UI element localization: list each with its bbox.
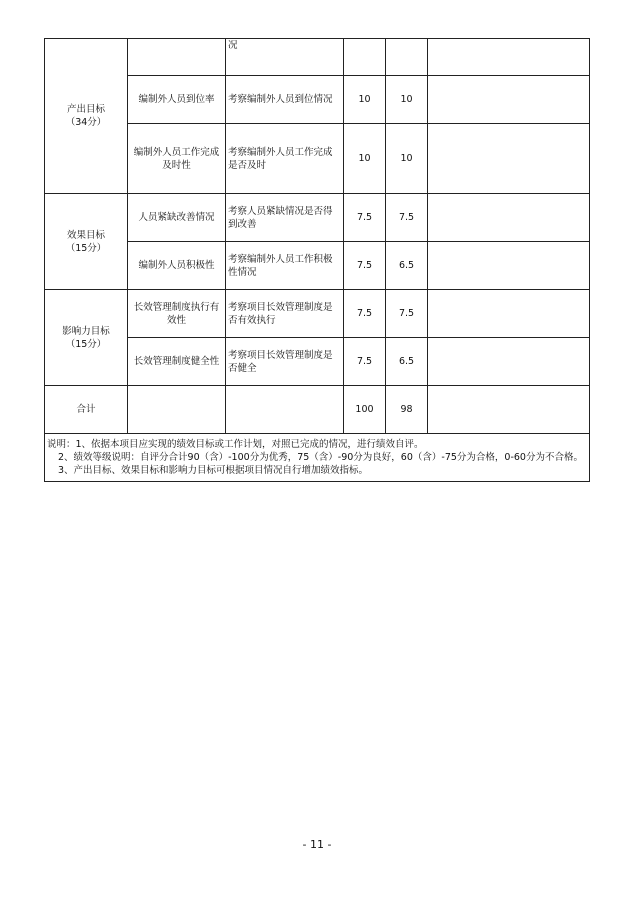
- weight-cell: 10: [344, 76, 386, 124]
- remark-cell: [428, 338, 590, 386]
- notes-cell: [45, 434, 590, 482]
- category-score: （15分）: [65, 242, 107, 254]
- page-number: - 11 -: [302, 838, 332, 851]
- indicator-cell: 人员紧缺改善情况: [128, 194, 226, 242]
- weight-cell: 7.5: [344, 242, 386, 290]
- score-cell: 6.5: [386, 338, 428, 386]
- remark-cell: [428, 194, 590, 242]
- notes-row: [45, 434, 590, 482]
- criteria-cell: 考察项目长效管理制度是否有效执行: [226, 290, 344, 338]
- weight-cell: 10: [344, 124, 386, 194]
- remark-cell: [428, 290, 590, 338]
- criteria-cell: 考察编制外人员到位情况: [226, 76, 344, 124]
- criteria-cell: 考察编制外人员工作完成是否及时: [226, 124, 344, 194]
- score-cell: 10: [386, 124, 428, 194]
- category-cell-output: [45, 39, 128, 194]
- indicator-cell: 长效管理制度执行有效性: [128, 290, 226, 338]
- weight-cell: 7.5: [344, 290, 386, 338]
- weight-cell: 7.5: [344, 194, 386, 242]
- total-row: [45, 386, 590, 434]
- note-line-1: 说明：1、依据本项目应实现的绩效目标或工作计划，对照已完成的情况，进行绩效自评。: [47, 439, 424, 450]
- table-row: [45, 39, 590, 76]
- score-cell: 10: [386, 76, 428, 124]
- criteria-cell: 考察项目长效管理制度是否健全: [226, 338, 344, 386]
- weight-cell: [344, 39, 386, 76]
- remark-cell: [428, 124, 590, 194]
- remark-cell: [428, 242, 590, 290]
- total-indicator-cell: [128, 386, 226, 434]
- category-name: 影响力目标: [62, 325, 110, 337]
- criteria-cell: 考察人员紧缺情况是否得到改善: [226, 194, 344, 242]
- table-row: [45, 194, 590, 242]
- category-score: （15分）: [65, 338, 107, 350]
- indicator-cell: 编制外人员积极性: [128, 242, 226, 290]
- total-criteria-cell: [226, 386, 344, 434]
- weight-cell: 7.5: [344, 338, 386, 386]
- remark-cell: [428, 76, 590, 124]
- indicator-cell: [128, 39, 226, 76]
- note-line-3: 3、产出目标、效果目标和影响力目标可根据项目情况自行增加绩效指标。: [58, 465, 369, 476]
- category-cell-impact: [45, 290, 128, 386]
- category-cell-effect: [45, 194, 128, 290]
- category-score: （34分）: [65, 117, 107, 128]
- total-label: 合计: [45, 386, 128, 434]
- total-weight: 100: [344, 386, 386, 434]
- indicator-cell: 编制外人员到位率: [128, 76, 226, 124]
- indicator-cell: 编制外人员工作完成及时性: [128, 124, 226, 194]
- score-cell: [386, 39, 428, 76]
- criteria-cell: 考察编制外人员工作积极性情况: [226, 242, 344, 290]
- table-row: [45, 290, 590, 338]
- indicator-cell: 长效管理制度健全性: [128, 338, 226, 386]
- total-score: 98: [386, 386, 428, 434]
- criteria-cell: 况: [226, 39, 344, 76]
- category-name: 产出目标: [66, 104, 105, 115]
- score-cell: 7.5: [386, 290, 428, 338]
- remark-cell: [428, 39, 590, 76]
- category-name: 效果目标: [66, 229, 105, 241]
- score-cell: 6.5: [386, 242, 428, 290]
- performance-table: [44, 38, 590, 482]
- note-line-2: 2、绩效等级说明：自评分合计90（含）-100分为优秀，75（含）-90分为良好，60（含）-75分为合格，0-60分为不合格。: [58, 452, 583, 463]
- score-cell: 7.5: [386, 194, 428, 242]
- total-remark-cell: [428, 386, 590, 434]
